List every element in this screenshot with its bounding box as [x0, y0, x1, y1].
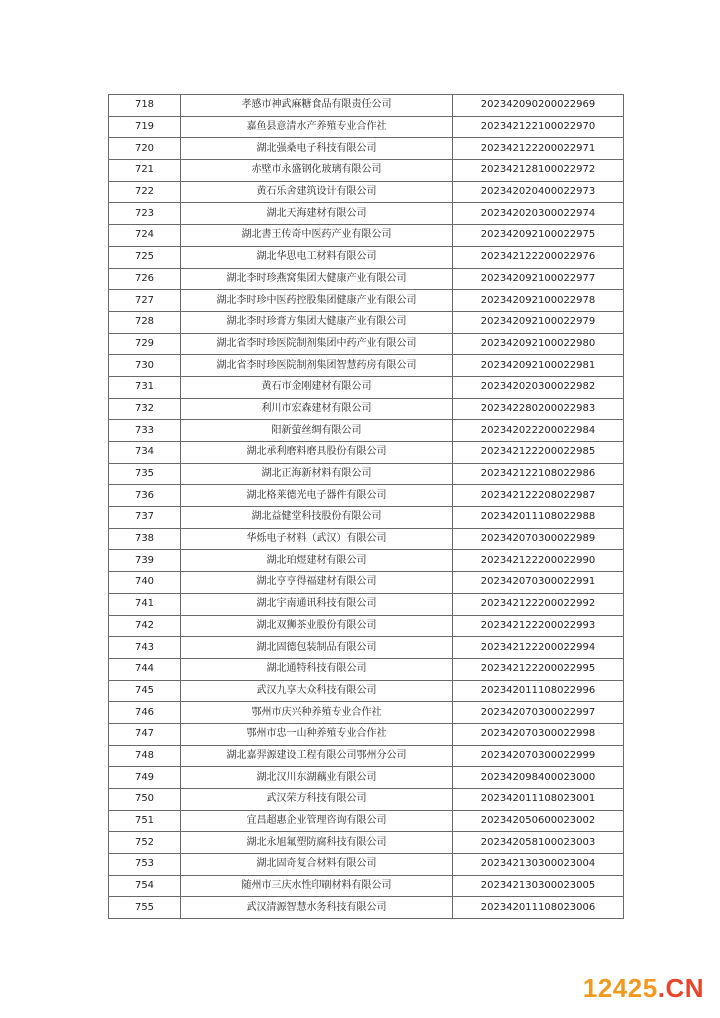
- company-name-cell: 湖北宇南通讯科技有限公司: [181, 593, 453, 615]
- company-name-cell: 武汉清源智慧水务科技有限公司: [181, 897, 453, 919]
- company-name-cell: 黄石市金刚建材有限公司: [181, 376, 453, 398]
- row-number-cell: 731: [109, 376, 181, 398]
- registration-code-cell: 202342122100022970: [453, 116, 624, 138]
- row-number-cell: 723: [109, 203, 181, 225]
- table-row: [109, 550, 624, 572]
- registration-code-cell: 202342050600023002: [453, 810, 624, 832]
- row-number-cell: 719: [109, 116, 181, 138]
- row-number-cell: 743: [109, 637, 181, 659]
- company-name-cell: 随州市三庆水性印刷材料有限公司: [181, 875, 453, 897]
- registration-code-cell: 202342092100022979: [453, 311, 624, 333]
- company-name-cell: 赤壁市永盛钢化玻璃有限公司: [181, 160, 453, 182]
- registration-code-cell: 202342122200022992: [453, 593, 624, 615]
- registration-code-cell: 202342020300022974: [453, 203, 624, 225]
- table-row: [109, 225, 624, 247]
- company-name-cell: 湖北汉川东湖藕业有限公司: [181, 767, 453, 789]
- row-number-cell: 722: [109, 181, 181, 203]
- registration-code-cell: 202342011108023001: [453, 789, 624, 811]
- company-name-cell: 湖北固奇复合材料有限公司: [181, 854, 453, 876]
- registration-code-cell: 202342020400022973: [453, 181, 624, 203]
- table-row: [109, 398, 624, 420]
- table-row: [109, 615, 624, 637]
- row-number-cell: 724: [109, 225, 181, 247]
- table-row: [109, 897, 624, 919]
- table-row: [109, 355, 624, 377]
- row-number-cell: 748: [109, 745, 181, 767]
- table-row: [109, 832, 624, 854]
- registration-code-cell: 202342092100022981: [453, 355, 624, 377]
- company-name-cell: 鄂州市庆兴种养殖专业合作社: [181, 702, 453, 724]
- row-number-cell: 728: [109, 311, 181, 333]
- table-row: [109, 376, 624, 398]
- registration-code-cell: 202342092100022978: [453, 290, 624, 312]
- row-number-cell: 750: [109, 789, 181, 811]
- registration-code-cell: 202342122208022987: [453, 485, 624, 507]
- company-name-cell: 湖北書王传奇中医药产业有限公司: [181, 225, 453, 247]
- registration-code-cell: 202342122200022990: [453, 550, 624, 572]
- company-name-cell: 黄石乐舍建筑设计有限公司: [181, 181, 453, 203]
- company-name-cell: 湖北益健堂科技股份有限公司: [181, 507, 453, 529]
- company-name-cell: 湖北李时珍燕窝集团大健康产业有限公司: [181, 268, 453, 290]
- table-row: [109, 789, 624, 811]
- table-row: [109, 745, 624, 767]
- company-name-cell: 湖北李时珍中医药控股集团健康产业有限公司: [181, 290, 453, 312]
- watermark-tld: CN: [665, 973, 704, 1003]
- registration-code-cell: 202342092100022977: [453, 268, 624, 290]
- row-number-cell: 740: [109, 572, 181, 594]
- row-number-cell: 739: [109, 550, 181, 572]
- table-row: [109, 311, 624, 333]
- row-number-cell: 734: [109, 442, 181, 464]
- registration-code-cell: 202342022200022984: [453, 420, 624, 442]
- registration-code-cell: 202342020300022982: [453, 376, 624, 398]
- company-name-cell: 湖北省李时珍医院制剂集团智慧药房有限公司: [181, 355, 453, 377]
- company-name-cell: 湖北省李时珍医院制剂集团中药产业有限公司: [181, 333, 453, 355]
- table-row: [109, 810, 624, 832]
- row-number-cell: 754: [109, 875, 181, 897]
- row-number-cell: 751: [109, 810, 181, 832]
- row-number-cell: 755: [109, 897, 181, 919]
- watermark-dot: .: [657, 973, 666, 1003]
- registration-code-cell: 202342070300022998: [453, 723, 624, 745]
- company-name-cell: 湖北承利磨料磨具股份有限公司: [181, 442, 453, 464]
- registration-code-cell: 202342122200022976: [453, 246, 624, 268]
- company-name-cell: 鄂州市忠一山种养殖专业合作社: [181, 723, 453, 745]
- registration-code-cell: 202342122200022995: [453, 658, 624, 680]
- registration-table: [108, 94, 624, 919]
- row-number-cell: 718: [109, 95, 181, 117]
- company-name-cell: 利川市宏森建材有限公司: [181, 398, 453, 420]
- row-number-cell: 729: [109, 333, 181, 355]
- company-name-cell: 湖北天海建材有限公司: [181, 203, 453, 225]
- company-name-cell: 湖北李时珍膏方集团大健康产业有限公司: [181, 311, 453, 333]
- row-number-cell: 726: [109, 268, 181, 290]
- table-row: [109, 767, 624, 789]
- row-number-cell: 749: [109, 767, 181, 789]
- registration-code-cell: 202342280200022983: [453, 398, 624, 420]
- table-row: [109, 702, 624, 724]
- table-row: [109, 658, 624, 680]
- company-name-cell: 湖北永旭氟塑防腐科技有限公司: [181, 832, 453, 854]
- company-name-cell: 湖北通特科技有限公司: [181, 658, 453, 680]
- registration-code-cell: 202342098400023000: [453, 767, 624, 789]
- company-name-cell: 阳新萤丝绸有限公司: [181, 420, 453, 442]
- table-row: [109, 507, 624, 529]
- row-number-cell: 747: [109, 723, 181, 745]
- row-number-cell: 752: [109, 832, 181, 854]
- company-name-cell: 湖北正海新材料有限公司: [181, 463, 453, 485]
- row-number-cell: 738: [109, 528, 181, 550]
- table-row: [109, 203, 624, 225]
- row-number-cell: 744: [109, 658, 181, 680]
- company-name-cell: 湖北嘉羿源建设工程有限公司鄂州分公司: [181, 745, 453, 767]
- company-name-cell: 湖北华思电工材料有限公司: [181, 246, 453, 268]
- company-name-cell: 湖北珀煜建材有限公司: [181, 550, 453, 572]
- registration-code-cell: 202342090200022969: [453, 95, 624, 117]
- registration-code-cell: 202342058100023003: [453, 832, 624, 854]
- registration-code-cell: 202342070300022997: [453, 702, 624, 724]
- table-row: [109, 160, 624, 182]
- table-row: [109, 246, 624, 268]
- table-row: [109, 680, 624, 702]
- company-name-cell: 华烁电子材料（武汉）有限公司: [181, 528, 453, 550]
- registration-code-cell: 202342011108022996: [453, 680, 624, 702]
- row-number-cell: 730: [109, 355, 181, 377]
- company-name-cell: 武汉九享大众科技有限公司: [181, 680, 453, 702]
- row-number-cell: 721: [109, 160, 181, 182]
- row-number-cell: 720: [109, 138, 181, 160]
- company-name-cell: 武汉荣方科技有限公司: [181, 789, 453, 811]
- company-name-cell: 孝感市神武麻糖食品有限责任公司: [181, 95, 453, 117]
- table-row: [109, 854, 624, 876]
- registration-code-cell: 202342122108022986: [453, 463, 624, 485]
- table-row: [109, 181, 624, 203]
- table-row: [109, 442, 624, 464]
- row-number-cell: 753: [109, 854, 181, 876]
- table-row: [109, 333, 624, 355]
- table-row: [109, 420, 624, 442]
- row-number-cell: 742: [109, 615, 181, 637]
- registration-code-cell: 202342122200022985: [453, 442, 624, 464]
- registration-code-cell: 202342128100022972: [453, 160, 624, 182]
- table-row: [109, 875, 624, 897]
- registration-code-cell: 202342070300022989: [453, 528, 624, 550]
- table-row: [109, 723, 624, 745]
- company-name-cell: 宜昌超惠企业管理咨询有限公司: [181, 810, 453, 832]
- company-name-cell: 湖北亨亨得福建材有限公司: [181, 572, 453, 594]
- table-row: [109, 485, 624, 507]
- row-number-cell: 725: [109, 246, 181, 268]
- table-body: [109, 95, 624, 919]
- row-number-cell: 736: [109, 485, 181, 507]
- table-row: [109, 572, 624, 594]
- table-row: [109, 116, 624, 138]
- company-name-cell: 湖北固德包装制品有限公司: [181, 637, 453, 659]
- table-row: [109, 95, 624, 117]
- row-number-cell: 735: [109, 463, 181, 485]
- registration-code-cell: 202342122200022994: [453, 637, 624, 659]
- table-row: [109, 637, 624, 659]
- table-row: [109, 528, 624, 550]
- registration-code-cell: 202342122200022993: [453, 615, 624, 637]
- registration-code-cell: 202342011108023006: [453, 897, 624, 919]
- table-row: [109, 290, 624, 312]
- row-number-cell: 733: [109, 420, 181, 442]
- registration-code-cell: 202342130300023005: [453, 875, 624, 897]
- registration-code-cell: 202342092100022980: [453, 333, 624, 355]
- registration-code-cell: 202342011108022988: [453, 507, 624, 529]
- row-number-cell: 732: [109, 398, 181, 420]
- row-number-cell: 746: [109, 702, 181, 724]
- company-name-cell: 湖北强桑电子科技有限公司: [181, 138, 453, 160]
- company-name-cell: 湖北双狮茶业股份有限公司: [181, 615, 453, 637]
- site-watermark-logo: [583, 973, 704, 1004]
- row-number-cell: 737: [109, 507, 181, 529]
- table-row: [109, 593, 624, 615]
- registration-code-cell: 202342070300022991: [453, 572, 624, 594]
- row-number-cell: 745: [109, 680, 181, 702]
- watermark-digits: 12425: [582, 973, 658, 1003]
- company-name-cell: 嘉鱼县意清水产养殖专业合作社: [181, 116, 453, 138]
- table-row: [109, 138, 624, 160]
- table-row: [109, 463, 624, 485]
- registration-code-cell: 202342130300023004: [453, 854, 624, 876]
- registration-code-cell: 202342092100022975: [453, 225, 624, 247]
- registration-code-cell: 202342070300022999: [453, 745, 624, 767]
- registration-code-cell: 202342122200022971: [453, 138, 624, 160]
- row-number-cell: 727: [109, 290, 181, 312]
- row-number-cell: 741: [109, 593, 181, 615]
- table-row: [109, 268, 624, 290]
- company-name-cell: 湖北格莱德光电子器件有限公司: [181, 485, 453, 507]
